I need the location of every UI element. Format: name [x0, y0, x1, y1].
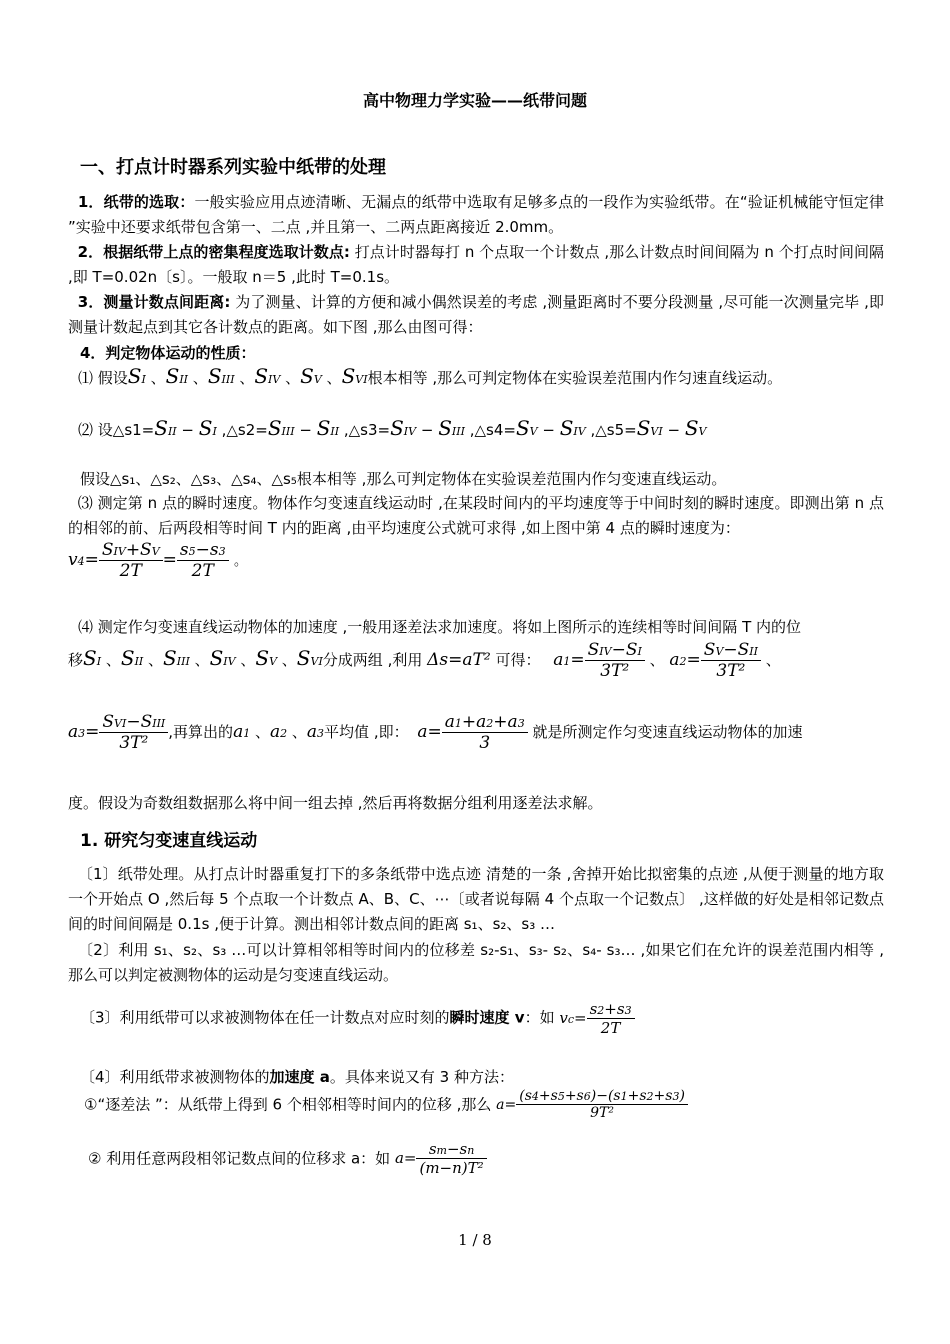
paragraph-1: [68, 190, 884, 240]
method-1: ①“逐差法 ”：从纸带上得到 6 个相邻相等时间内的位移 ,那么 a= $\frac{(s4+s5+s6)-(s1+s2+s3)}{\text{9T²}}$: [84, 1088, 688, 1121]
s2-3-c: ：如: [524, 1008, 555, 1027]
item-2-line2: 假设△s₁、△s₂、△s₃、△s₄、△s₅根本相等 ,那么可判定物体在实验误差范围内作匀变速直线运动。: [80, 470, 727, 488]
s2-3-a: 〔3〕利用纸带可以求被测物体在任一计数点对应时刻的: [80, 1008, 450, 1027]
item-4: ⑷ 测定作匀变速直线运动物体的加速度 ,一般用逐差法求加速度。将如上图所示的连续相等时间间隔 T 内的位: [78, 618, 802, 636]
page-title: 高中物理力学实验——纸带问题: [362, 91, 587, 110]
item-4-line3: a3= $\frac{\text{SVI−SIII}}{\text{3T²}}$ ,再算出的a1 、a2 、a3平均值 ,即： a= $\frac{a1+a2+a3}{3}$ 就是所测定作匀变速直线运动物体的加速: [68, 712, 803, 753]
item-4-line3-c: 就是所测定作匀变速直线运动物体的加速: [532, 723, 803, 741]
s2-4-c: 。具体来说又有 3 种方法：: [329, 1068, 514, 1086]
section2-para-3: 〔3〕利用纸带可以求被测物体在任一计数点对应时刻的瞬时速度 v：如 vc= $\frac{s2+s3}{2T}$: [80, 1000, 635, 1037]
item-4-line4: 度。假设为奇数组数据那么将中间一组去掉 ,然后再将数据分组利用逐差法求解。: [68, 794, 603, 812]
item-2-prefix: ⑵ 设: [78, 421, 113, 439]
section2-para-1: [68, 862, 884, 937]
p2-text: 打点计时器每打 n 个点取一个计数点 ,那么计数点时间间隔为 n 个打点时间间隔 ,即 T=0.02n〔s〕。一般取 n＝5 ,此时 T=0.1s。: [68, 243, 884, 286]
item-4-line2-a: 移: [68, 651, 84, 669]
item-2: ⑵ 设△s1=SII − SI ,△s2=SIII − SII ,△s3=SIV − SIII ,△s4=SV − SIV ,△s5=SVI − SV: [78, 416, 707, 440]
p3-label: 3．测量计数点间距离:: [77, 293, 231, 311]
item-3-text: ⑶ 测定第 n 点的瞬时速度。物体作匀变速直线运动时 ,在某段时间内的平均速度等于中间时刻的瞬时速度。即测出第 n 点的相邻的前、后两段相等时间 T 内的距离 ,由平均速度公式就可求得 ,如上图中第 4 点的瞬时速度为：: [68, 494, 884, 537]
section-heading-1: 一、打点计时器系列实验中纸带的处理: [80, 157, 386, 178]
page-number: 1 / 8: [458, 1231, 492, 1249]
formula-s-list: SI: [127, 364, 146, 388]
item-1-suffix: 根本相等 ,那么可判定物体在实验误差范围内作匀速直线运动。: [367, 369, 783, 387]
p1-label: 1．纸带的选取：: [77, 193, 195, 211]
p2-label: 2．根据纸带上点的密集程度选取计数点:: [77, 243, 350, 261]
method-2: ② 利用任意两段相邻记数点间的位移求 a：如 a= $\frac{sm-sn}{\text{(m−n)T²}}$: [88, 1140, 487, 1177]
section2-para-4: [80, 1066, 514, 1087]
item-1-prefix: ⑴ 假设: [78, 369, 128, 387]
item-4-line3-b: 平均值 ,即：: [324, 723, 409, 741]
method-2-text: ② 利用任意两段相邻记数点间的位移求 a：如: [88, 1149, 391, 1168]
paragraph-2: [68, 240, 884, 290]
section-heading-2: 1. 研究匀变速直线运动: [80, 831, 258, 851]
item-4-line2-c: 可得：: [495, 651, 541, 669]
item-1: ⑴ 假设SI 、SII 、SIII 、SIV 、SV 、SVI根本相等 ,那么可判定物体在实验误差范围内作匀速直线运动。: [78, 364, 783, 388]
section2-para-2: [68, 938, 884, 988]
p3-text: 为了测量、计算的方便和减小偶然误差的考虑 ,测量距离时不要分段测量 ,尽可能一次测量完毕 ,即测量计数起点到其它各计数点的距离。如下图 ,那么由图可得：: [68, 293, 884, 336]
s2-4-b: 加速度 a: [269, 1068, 330, 1086]
item-3: [68, 491, 884, 541]
item-4-line2: 移SI 、SII 、SIII 、SIV 、SV 、SVI分成两组 ,利用 Δs=aT² 可得： a1= $\frac{\text{SIV−SI}}{\text{3T²}}$ 、 a2= $\frac{\text{SV−SII}}{\text{3T²}}$ 、: [68, 640, 781, 681]
s2-2-text: 〔2〕利用 s₁、s₂、s₃ …可以计算相邻相等时间内的位移差 s₂-s₁、s₃- s₂、s₄- s₃… ,如果它们在允许的误差范围内相等 ,那么可以判定被测物体的运动是匀变速直线运动。: [68, 941, 884, 984]
p4-label: 4．判定物体运动的性质：: [80, 344, 256, 362]
method-1-text: ①“逐差法 ”：从纸带上得到 6 个相邻相等时间内的位移 ,那么: [84, 1095, 492, 1114]
paragraph-3: [68, 290, 884, 340]
s2-3-b: 瞬时速度 v: [449, 1008, 525, 1027]
item-4-line3-a: ,再算出的: [168, 723, 234, 741]
item-4-line2-b: 分成两组 ,利用: [322, 651, 423, 669]
s2-4-a: 〔4〕利用纸带求被测物体的: [80, 1068, 270, 1086]
p1-text: 一般实验应用点迹清晰、无漏点的纸带中选取有足够多点的一段作为实验纸带。在“验证机械能守恒定律 ”实验中还要求纸带包含第一、二点 ,并且第一、二两点距离接近 2.0mm。: [68, 193, 884, 236]
formula-v4: v4= $\frac{\text{SIV+SV}}{2T}$ = $\frac{s5-s3}{2T}$ 。: [68, 540, 248, 581]
s2-1-text: 〔1〕纸带处理。从打点计时器重复打下的多条纸带中选点迹 清楚的一条 ,舍掉开始比拟密集的点迹 ,从便于测量的地方取一个开始点 O ,然后每 5 个点取一个计数点 A、B、C、⋯〔或者说每隔 4 个点取一个记数点〕 ,这样做的好处是相邻记数点间的时间间隔是 0.1s ,便于计算。测出相邻计数点间的距离 s₁、s₂、s₃ …: [68, 865, 885, 933]
